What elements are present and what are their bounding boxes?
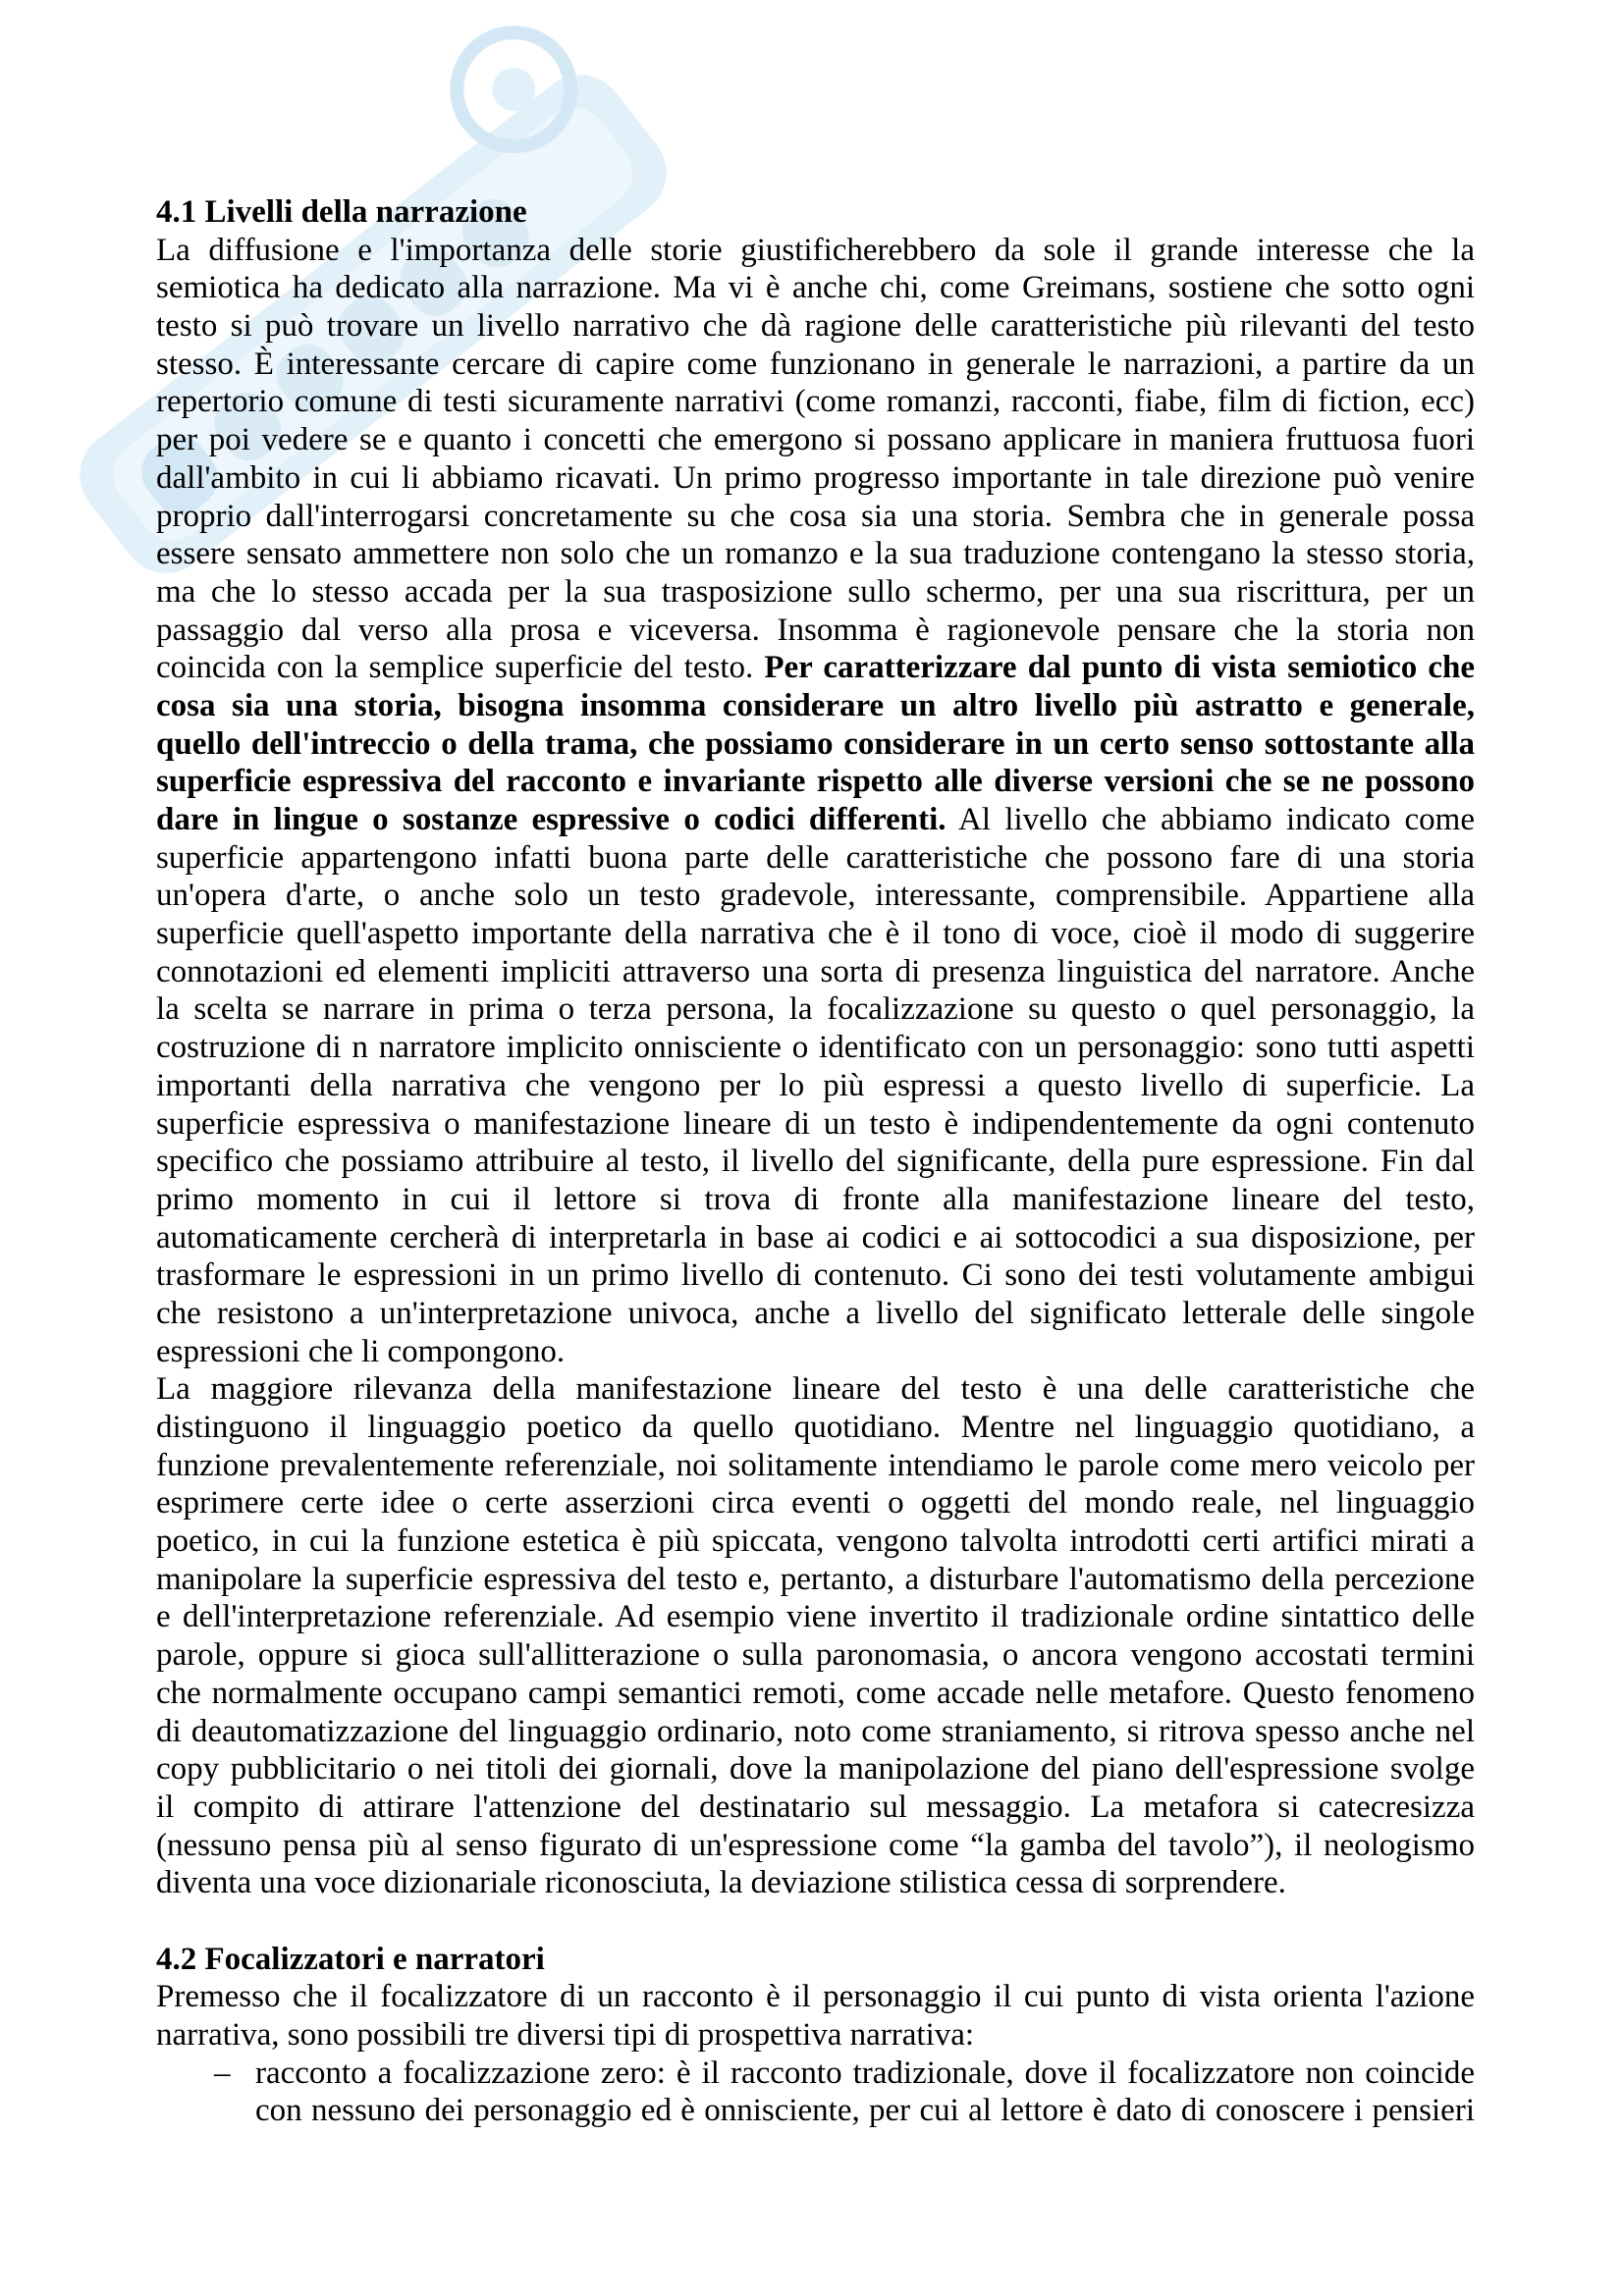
bold-text-run: dare in lingue o sostanze espressive o codici differenti. (156, 802, 947, 837)
paragraph-line: proprio dall'interrogarsi concretamente su che cosa sia una storia. Sembra che in generale possa (156, 498, 1475, 534)
paragraph-line: semiotica ha dedicato alla narrazione. Ma vi è anche chi, come Greimans, sostiene che sotto ogni (156, 270, 1475, 306)
list-item-line: racconto a focalizzazione zero: è il racconto tradizionale, dove il focalizzatore non coincide (255, 2055, 1475, 2091)
paragraph-line: (nessuno pensa più al senso figurato di un'espressione come “la gamba del tavolo”), il neologismo (156, 1827, 1475, 1863)
paragraph (156, 232, 1475, 1371)
paragraph-line: per poi vedere se e quanto i concetti che emergono si possano applicare in maniera fruttuosa fuori (156, 422, 1475, 458)
paragraph-line: la scelta se narrare in prima o terza persona, la focalizzazione su questo o quel personaggio, la (156, 991, 1475, 1028)
paragraph-line: trasformare le espressioni in un primo livello di contenuto. Ci sono dei testi volutamente ambigui (156, 1257, 1475, 1294)
text-run: coincida con la semplice superficie del testo. (156, 650, 754, 686)
paragraph-line: poetico, in cui la funzione estetica è più spiccata, vengono talvolta introdotti certi artifici mirati a (156, 1523, 1475, 1560)
paragraph-line: un'opera d'arte, o anche solo un testo gradevole, interessante, comprensibile. Appartiene alla (156, 878, 1475, 914)
paragraph-line-bold: quello dell'intreccio o della trama, che possiamo considerare in un certo senso sottostante alla (156, 725, 1475, 762)
paragraph-line (156, 801, 1475, 839)
bold-text-run: Per caratterizzare dal punto di vista semiotico che (764, 650, 1475, 686)
paragraph-line: La maggiore rilevanza della manifestazione lineare del testo è una delle caratteristiche che (156, 1371, 1475, 1408)
paragraph-line: specifico che possiamo attribuire al testo, il livello del significante, della pure espressione. Fin dal (156, 1144, 1475, 1180)
paragraph-line: automaticamente cercherà di interpretarla in base ai codici e ai sottocodici a sua disposizione, per (156, 1219, 1475, 1255)
paragraph-line: il compito di attirare l'attenzione del destinatario sul messaggio. La metafora si catecresizza (156, 1789, 1475, 1825)
blank-line (156, 1902, 1475, 1941)
paragraph-line: repertorio comune di testi sicuramente narrativi (come romanzi, racconti, fiabe, film di fiction, ecc) (156, 384, 1475, 420)
paragraph (156, 1978, 1475, 2054)
paragraph-line: primo momento in cui il lettore si trova di fronte alla manifestazione lineare del testo, (156, 1181, 1475, 1217)
paragraph-line: narrativa, sono possibili tre diversi tipi di prospettiva narrativa: (156, 2017, 975, 2053)
paragraph-line: superficie appartengono infatti buona parte delle caratteristiche che possono fare di una storia (156, 839, 1475, 876)
paragraph-line: manipolare la superficie espressiva del testo e, pertanto, a disturbare l'automatismo della percezione (156, 1561, 1475, 1597)
paragraph-line-bold: cosa sia una storia, bisogna insomma considerare un altro livello più astratto e generale, (156, 687, 1475, 723)
paragraph-line: ma che lo stesso accada per la sua trasposizione sullo schermo, per una sua riscrittura, per un (156, 573, 1475, 610)
dash-bullet-icon: – (214, 2055, 231, 2091)
paragraph-line: superficie quell'aspetto importante della narrativa che è il tono di voce, cioè il modo di suggerire (156, 916, 1475, 952)
paragraph-line: che normalmente occupano campi semantici remoti, come accade nelle metafore. Questo fenomeno (156, 1675, 1475, 1711)
paragraph-line: testo si può trovare un livello narrativo che dà ragione delle caratteristiche più rilevanti del testo (156, 308, 1475, 345)
section-heading: 4.2 Focalizzatori e narratori (156, 1941, 545, 1977)
document-body (156, 193, 1475, 2130)
paragraph-line: copy pubblicitario o nei titoli dei giornali, dove la manipolazione del piano dell'espressione svolge (156, 1751, 1475, 1788)
section-heading: 4.1 Livelli della narrazione (156, 194, 527, 230)
paragraph-line: di deautomatizzazione del linguaggio ordinario, noto come straniamento, si ritrova spesso anche nel (156, 1713, 1475, 1749)
paragraph-line: parole, oppure si gioca sull'allitterazione o sulla paronomasia, o ancora vengono accostati termini (156, 1637, 1475, 1674)
text-run: Al livello che abbiamo indicato come (958, 802, 1475, 837)
paragraph-line: stesso. È interessante cercare di capire come funzionano in generale le narrazioni, a partire da un (156, 346, 1475, 382)
paragraph-line: diventa una voce dizionariale riconosciuta, la deviazione stilistica cessa di sorprendere. (156, 1865, 1286, 1901)
paragraph-line: La diffusione e l'importanza delle storie giustificherebbero da sole il grande interesse che la (156, 232, 1475, 268)
paragraph-line: connotazioni ed elementi impliciti attraverso una sorta di presenza linguistica del narratore. Anche (156, 953, 1475, 989)
paragraph-line: costruzione di n narratore implicito onnisciente o identificato con un personaggio: sono tutti aspetti (156, 1030, 1475, 1066)
bullet-list (156, 2055, 1475, 2130)
paragraph-line: Premesso che il focalizzatore di un racconto è il personaggio il cui punto di vista orienta l'azione (156, 1979, 1475, 2015)
list-item (156, 2055, 1475, 2130)
paragraph-line: passaggio dal verso alla prosa e viceversa. Insomma è ragionevole pensare che la storia non (156, 612, 1475, 648)
list-item-line: con nessuno dei personaggio ed è onnisciente, per cui al lettore è dato di conoscere i pensieri (255, 2093, 1475, 2129)
paragraph-line: essere sensato ammettere non solo che un romanzo e la sua traduzione contengano la stesso storia, (156, 536, 1475, 572)
paragraph-line: funzione prevalentemente referenziale, noi solitamente intendiamo le parole come mero veicolo per (156, 1447, 1475, 1483)
paragraph-line: dall'ambito in cui li abbiamo ricavati. Un primo progresso importante in tale direzione può venire (156, 459, 1475, 496)
paragraph-line (156, 649, 1475, 687)
paragraph-line: superficie espressiva o manifestazione lineare di un testo è indipendentemente da ogni contenuto (156, 1105, 1475, 1142)
paragraph-line: importanti della narrativa che vengono per lo più espressi a questo livello di superficie. La (156, 1067, 1475, 1103)
list-item-text (255, 2055, 1475, 2130)
paragraph-line: e dell'interpretazione referenziale. Ad esempio viene invertito il tradizionale ordine sintattico delle (156, 1599, 1475, 1635)
paragraph-line: espressioni che li compongono. (156, 1333, 566, 1369)
paragraph-line: che resistono a un'interpretazione univoca, anche a livello del significato letterale delle singole (156, 1295, 1475, 1331)
paragraph-line-bold: superficie espressiva del racconto e invariante rispetto alle diverse versioni che se ne possono (156, 764, 1475, 800)
paragraph-line: esprimere certe idee o certe asserzioni circa eventi o oggetti del mondo reale, nel linguaggio (156, 1485, 1475, 1522)
paragraph (156, 1370, 1475, 1902)
paragraph-line: distinguono il linguaggio poetico da quello quotidiano. Mentre nel linguaggio quotidiano, a (156, 1410, 1475, 1445)
